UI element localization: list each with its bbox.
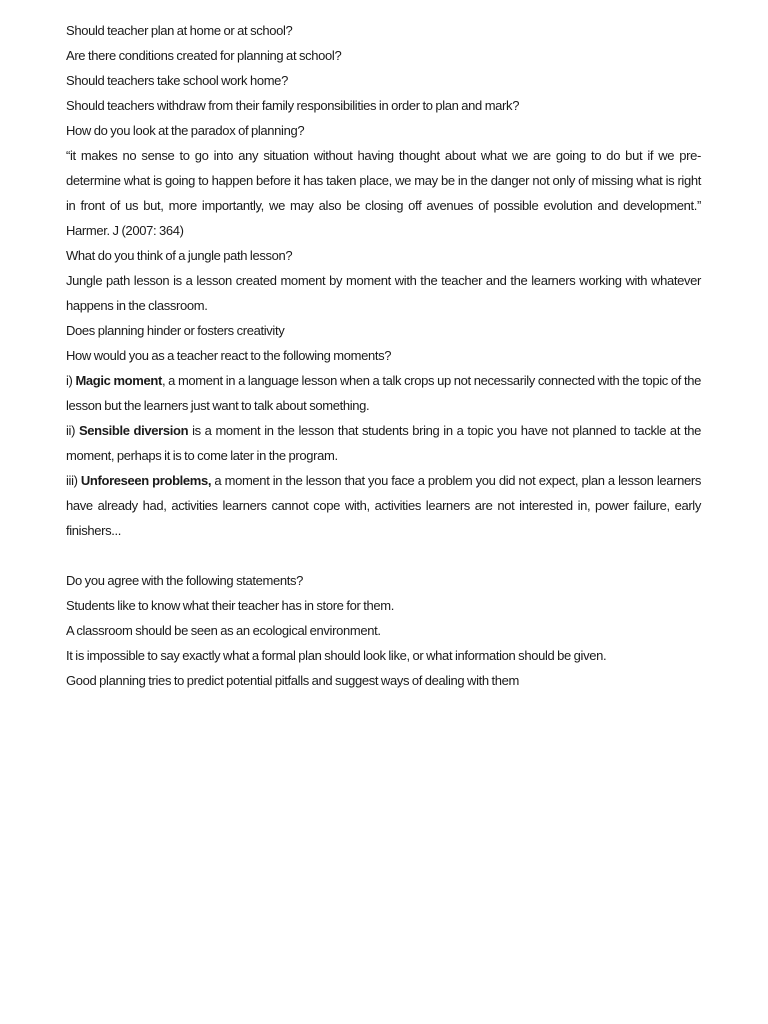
question-plan-location: Should teacher plan at home or at school? [66, 23, 293, 38]
question-react-moments: How would you as a teacher react to the following moments? [66, 348, 392, 363]
statement-item: A classroom should be seen as an ecological environment. [66, 623, 381, 638]
question-creativity: Does planning hinder or fosters creativity [66, 323, 285, 338]
question-paradox: How do you look at the paradox of planning? [66, 123, 305, 138]
statement-item: It is impossible to say exactly what a formal plan should look like, or what information should be given. [66, 648, 607, 663]
document-page [66, 18, 701, 693]
moment-term-magic: Magic moment [75, 373, 162, 388]
paragraph-spacer [66, 543, 701, 568]
moment-text: a moment in the lesson that you face a problem you did not expect, plan a lesson learners have already had, activities learners cannot cope with, activities learners are not interested in, power failure, early finishers... [66, 473, 701, 538]
moment-item-magic [66, 368, 701, 418]
moment-text: , a moment in a language lesson when a talk crops up not necessarily connected with the topic of the lesson but the learners just want to talk about something. [66, 373, 701, 413]
moment-marker: iii) [66, 473, 81, 488]
moment-term-sensible-diversion: Sensible diversion [78, 423, 189, 438]
question-work-home: Should teachers take school work home? [66, 73, 288, 88]
question-family-responsibilities: Should teachers withdraw from their family responsibilities in order to plan and mark? [66, 98, 520, 113]
moment-term-unforeseen-problems: Unforeseen problems, [80, 473, 212, 488]
moment-marker: ii) [66, 423, 79, 438]
moment-text: is a moment in the lesson that students bring in a topic you have not planned to tackle at the moment, perhaps it is to come later in the program. [66, 423, 701, 463]
question-agree-statements: Do you agree with the following statements? [66, 573, 304, 588]
moment-item-unforeseen-problems [66, 468, 701, 543]
statement-item: Students like to know what their teacher has in store for them. [66, 598, 394, 613]
question-planning-conditions: Are there conditions created for planning at school? [66, 48, 342, 63]
question-jungle-path: What do you think of a jungle path lesson? [66, 248, 293, 263]
statement-item: Good planning tries to predict potential pitfalls and suggest ways of dealing with them [66, 673, 520, 688]
moment-item-sensible-diversion [66, 418, 701, 468]
jungle-path-definition: Jungle path lesson is a lesson created moment by moment with the teacher and the learners working with whatever happens in the classroom. [66, 273, 701, 313]
harmer-quote: “it makes no sense to go into any situation without having thought about what we are going to do but if we pre-determine what is going to happen before it has taken place, we may be in the danger not only of missing what is right in front of us but, more importantly, we may also be closing off avenues of possible evolution and development.” Harmer. J (2007: 364) [66, 148, 701, 238]
moment-marker: i) [66, 373, 76, 388]
